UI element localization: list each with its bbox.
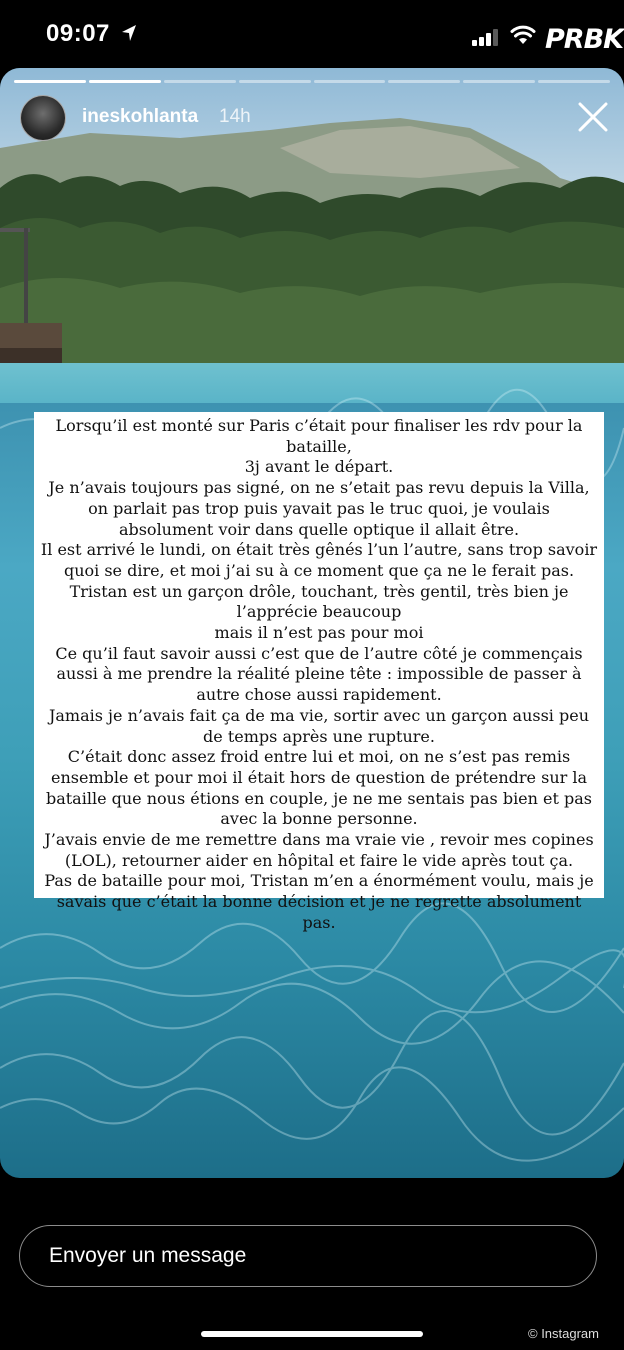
story-background-trees [0, 168, 624, 368]
story-text-box [34, 412, 604, 932]
story-viewer[interactable] [0, 68, 624, 1178]
location-arrow-icon [121, 24, 137, 42]
status-bar [0, 0, 624, 68]
message-input-placeholder: Envoyer un message [49, 1244, 247, 1267]
status-time: 09:07 [46, 20, 110, 47]
story-progress-bar [14, 80, 610, 83]
progress-segment [388, 80, 460, 83]
watermark-logo: PRBK [545, 24, 624, 55]
close-icon[interactable] [576, 100, 610, 134]
wifi-icon [510, 24, 536, 46]
progress-segment [463, 80, 535, 83]
story-text: Lorsqu’il est monté sur Paris c’était pour finaliser les rdv pour la bataille, 3j avant le départ. Je n’avais toujours pas signé, on ne s’etait pas revu depuis la Villa, on parlait pas trop puis yavait pas le truc quoi, je voulais absolument voir dans quelle optique il allait être. Il est arrivé le lundi, on était très gênés l’un l’autre, sans trop savoir quoi se dire, et moi j’ai su à ce moment que ça ne le ferait pas. Tristan est un garçon drôle, touchant, très gentil, très bien je l’apprécie beaucoup mais il n’est pas pour moi Ce qu’il faut savoir aussi c’est que de l’autre côté je commençais aussi à me prendre la réalité pleine tête : impossible de passer à autre chose aussi rapidement. Jamais je n’avais fait ça de ma vie, sortir avec un garçon aussi peu de temps après une rupture. C’était donc assez froid entre lui et moi, on ne s’est pas remis ensemble et pour moi il était hors de question de prétendre sur la bataille que nous étions en couple, je ne me sentais pas bien et pas avec la bonne personne. J’avais envie de me remettre dans ma vraie vie , revoir mes copines (LOL), retourner aider en hôpital et faire le vide après tout ça. Pas de bataille pour moi, Tristan m’en a énormément voulu, mais je savais que c’était la bonne décision et je ne regrette absolument pas. [40, 416, 598, 932]
image-credit: © Instagram [528, 1326, 599, 1341]
progress-segment [314, 80, 386, 83]
progress-segment [538, 80, 610, 83]
story-age: 14h [219, 106, 251, 127]
signal-icon [472, 28, 502, 46]
home-indicator[interactable] [201, 1331, 423, 1337]
progress-segment [164, 80, 236, 83]
progress-segment [89, 80, 161, 83]
message-input[interactable] [19, 1225, 597, 1287]
avatar[interactable] [20, 95, 66, 141]
progress-segment [14, 80, 86, 83]
progress-segment [239, 80, 311, 83]
story-background-deck [0, 228, 62, 363]
story-username[interactable]: ineskohlanta [82, 106, 199, 127]
